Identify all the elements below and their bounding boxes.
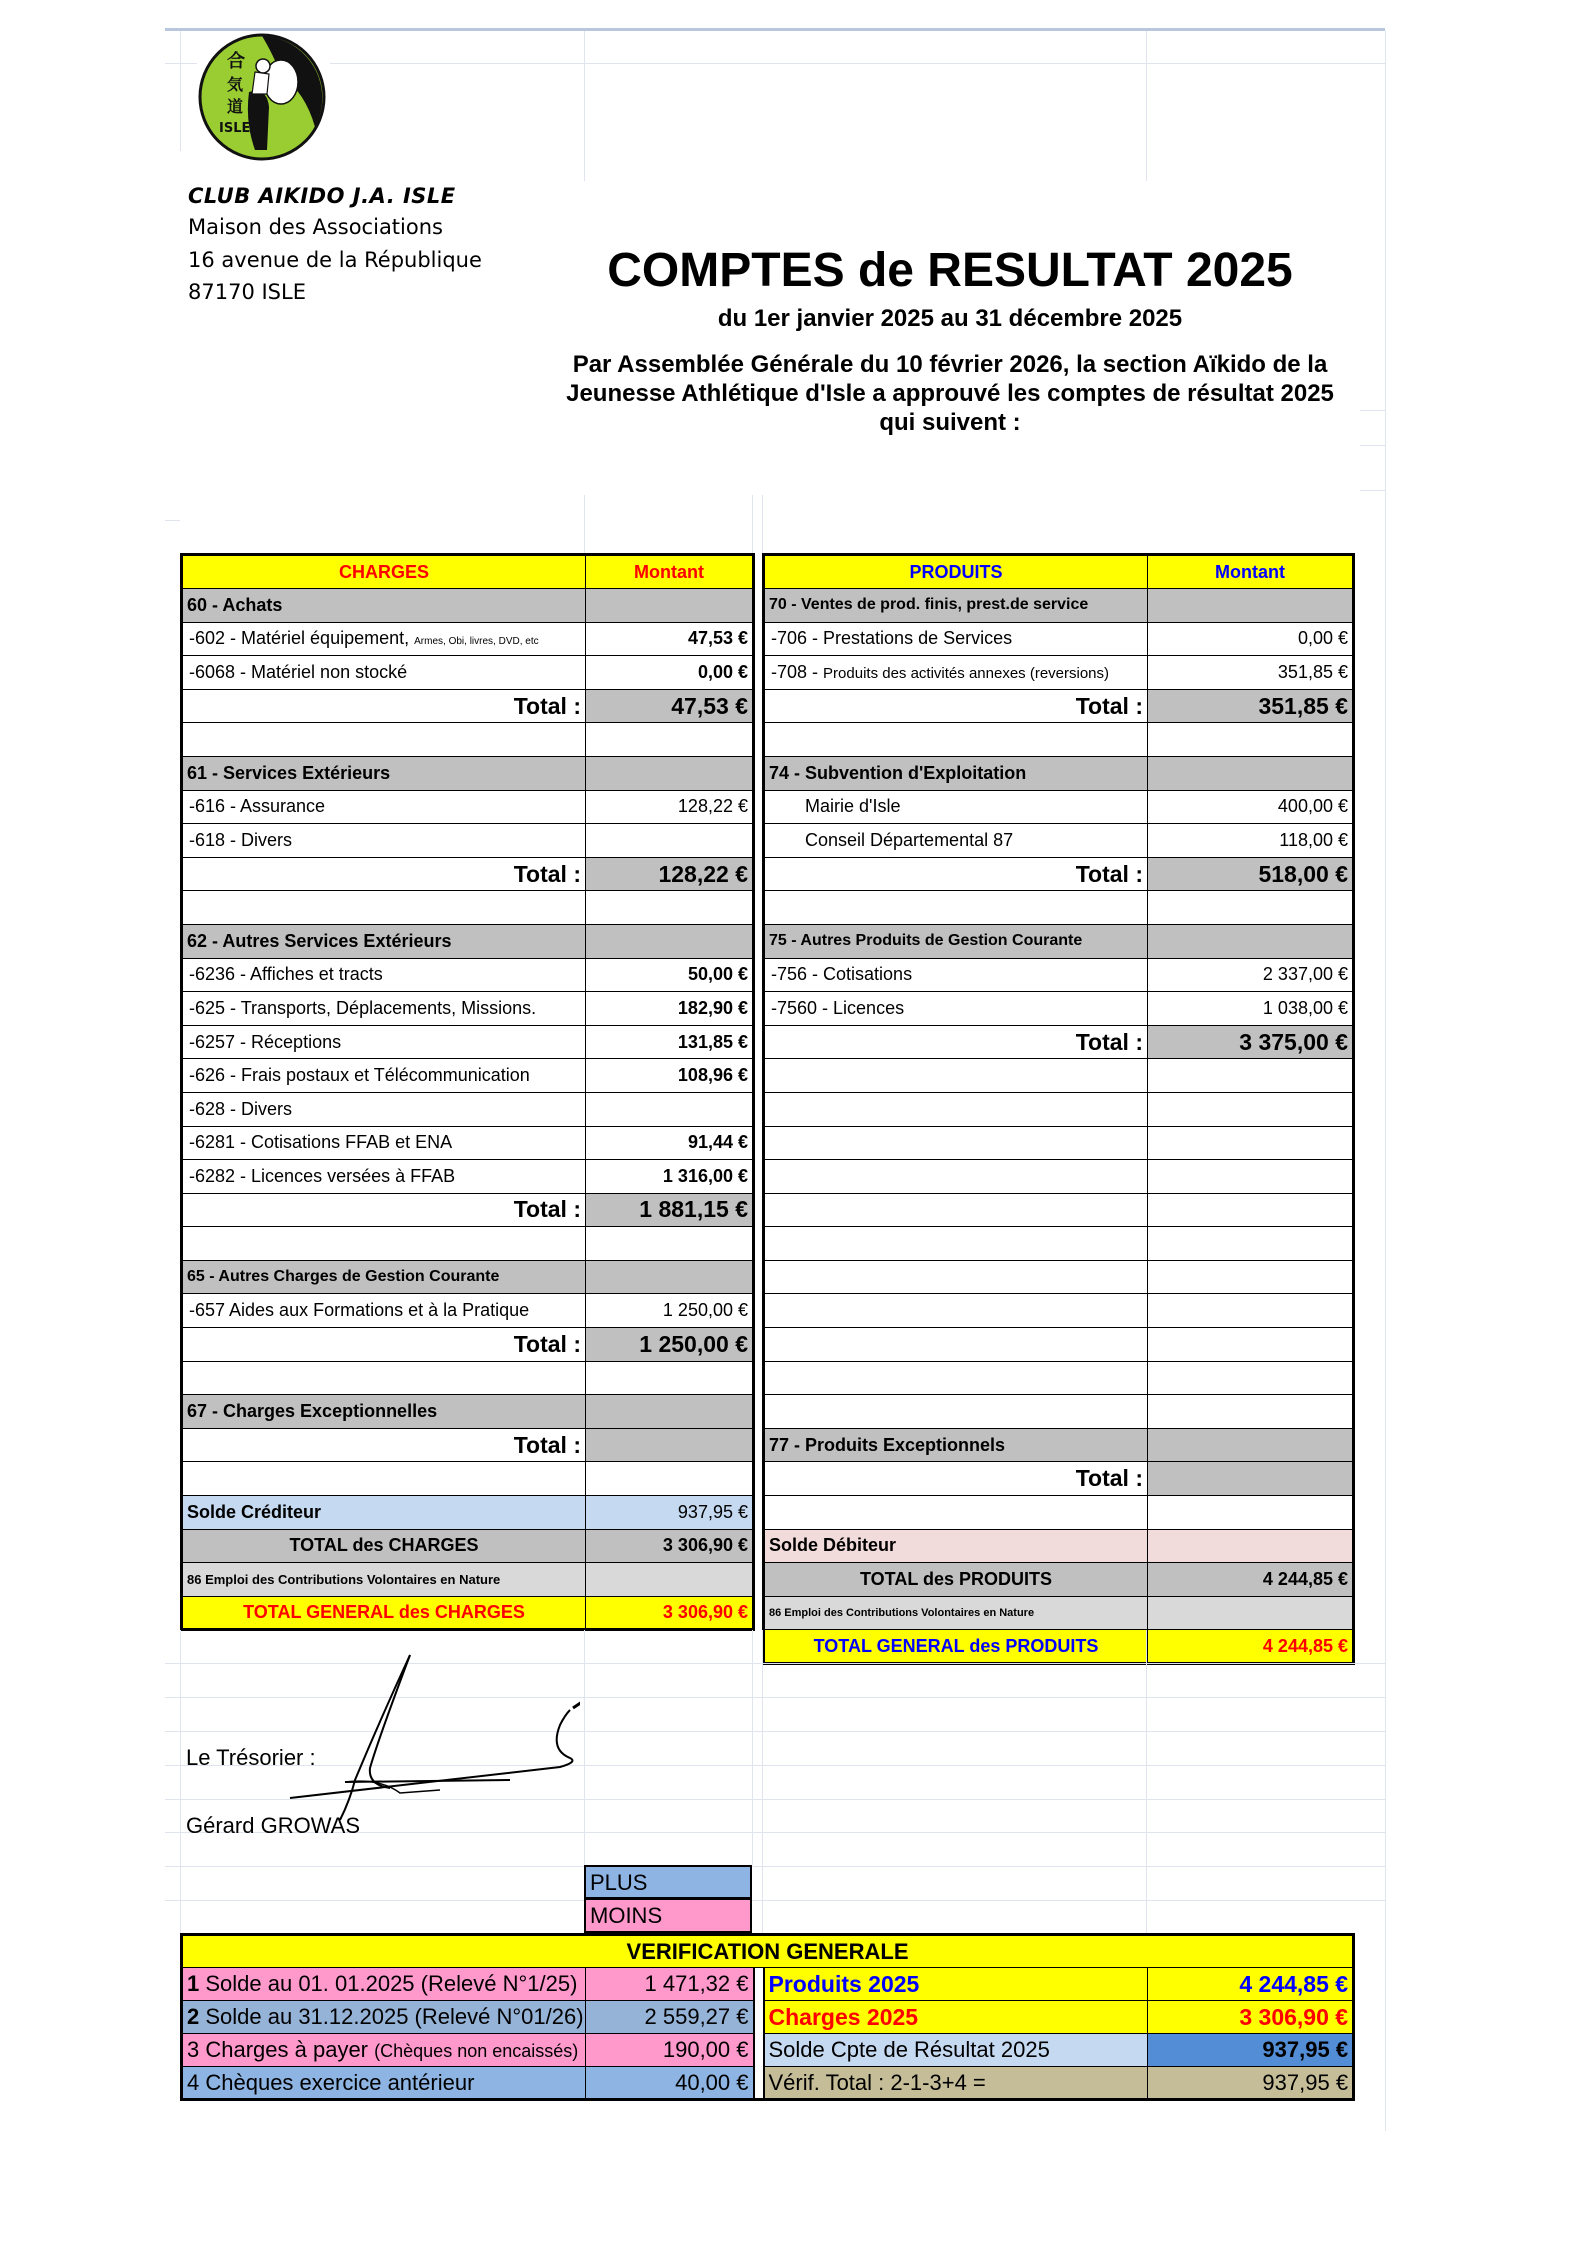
section-total-row (764, 857, 1354, 891)
verification-right-amount: 937,95 € (1148, 2034, 1354, 2067)
blank-cell (764, 723, 1148, 757)
page-title: COMPTES de RESULTAT 2025 (607, 244, 1293, 297)
solde-row (764, 1529, 1354, 1563)
line-item-label: -618 - Divers (182, 824, 586, 858)
line-item-label: Conseil Départemental 87 (764, 824, 1148, 858)
treasurer-name: Gérard GROWAS (186, 1813, 360, 1838)
svg-text:合: 合 (227, 51, 245, 72)
column-gap (754, 2034, 764, 2067)
line-item-row (182, 992, 754, 1026)
page-top-border (165, 28, 1385, 31)
line-item-amount: 118,00 € (1148, 824, 1354, 858)
empty-cell (1148, 1361, 1354, 1395)
row-label: Solde au 01. 01.2025 (Relevé N°1/25) (199, 1971, 578, 1996)
section-amount-cell (586, 756, 754, 790)
line-item-row (764, 622, 1354, 656)
grand-total-row (764, 1630, 1354, 1664)
blank-cell (586, 1361, 754, 1395)
empty-cell (764, 1260, 1148, 1294)
section-title: 70 - Ventes de prod. finis, prest.de service (764, 589, 1148, 623)
total-produits-amount: 4 244,85 € (1148, 1563, 1354, 1597)
empty-cell (1148, 1059, 1354, 1093)
column-gap (754, 2001, 764, 2034)
section-title: 67 - Charges Exceptionnelles (182, 1395, 586, 1429)
gridline (330, 63, 1385, 64)
line-item-amount: 1 316,00 € (586, 1160, 754, 1194)
verification-right-amount: 937,95 € (1148, 2067, 1354, 2100)
section-header-row (182, 589, 754, 623)
period-subtitle: du 1er janvier 2025 au 31 décembre 2025 (717, 305, 1183, 332)
intro-line: Par Assemblée Générale du 10 février 2026, la section Aïkido de la (572, 351, 1328, 378)
header-row (764, 555, 1354, 589)
produits-table (762, 553, 1355, 1665)
line-item-label: -6068 - Matériel non stocké (182, 656, 586, 690)
section-title: 75 - Autres Produits de Gestion Courante (764, 924, 1148, 958)
amount-header: Montant (1148, 555, 1354, 589)
blank-cell (586, 1462, 754, 1496)
gridline (762, 495, 763, 553)
empty-row (764, 1092, 1354, 1126)
line-item-amount: 108,96 € (586, 1059, 754, 1093)
row-note: (Chèques non encaissés) (374, 2041, 579, 2061)
empty-cell (1148, 1395, 1354, 1429)
line-item-amount: 131,85 € (586, 1025, 754, 1059)
section-header-row (764, 589, 1354, 623)
empty-cell (764, 1395, 1148, 1429)
section-header-row (182, 756, 754, 790)
total-row (182, 1529, 754, 1563)
legend-plus: PLUS (584, 1865, 752, 1899)
club-logo (197, 32, 327, 162)
verification-header-row (182, 1935, 1354, 1968)
line-item-row (182, 1294, 754, 1328)
cvn-amount (586, 1563, 754, 1597)
total-label: Total : (764, 1025, 1148, 1059)
empty-cell (764, 1193, 1148, 1227)
section-amount-cell (1148, 589, 1354, 623)
empty-cell (764, 1126, 1148, 1160)
legend-moins: MOINS (584, 1899, 752, 1933)
total-general-charges-amount: 3 306,90 € (586, 1596, 754, 1630)
blank-cell (182, 1227, 586, 1261)
gridline (762, 1630, 763, 1933)
section-total-row (182, 1193, 754, 1227)
total-general-produits-label: TOTAL GENERAL des PRODUITS (764, 1630, 1148, 1664)
empty-cell (1148, 1092, 1354, 1126)
total-label: Total : (182, 1328, 586, 1362)
section-title: 62 - Autres Services Extérieurs (182, 924, 586, 958)
line-item-amount: 182,90 € (586, 992, 754, 1026)
empty-cell (764, 1059, 1148, 1093)
empty-row (764, 1395, 1354, 1429)
line-item-amount: 50,00 € (586, 958, 754, 992)
section-amount-cell (586, 589, 754, 623)
empty-row (764, 1059, 1354, 1093)
line-item-row (764, 958, 1354, 992)
amount-header: Montant (586, 555, 754, 589)
empty-row (764, 1328, 1354, 1362)
verification-left-label (182, 2034, 586, 2067)
line-item-label: -6282 - Licences versées à FFAB (182, 1160, 586, 1194)
gridline (180, 1630, 181, 1933)
line-item-amount (586, 1092, 754, 1126)
solde-debiteur-label: Solde Débiteur (764, 1529, 1148, 1563)
verification-right-label: Produits 2025 (764, 1968, 1148, 2001)
total-row (764, 1563, 1354, 1597)
empty-cell (1148, 1328, 1354, 1362)
empty-cell (1148, 1227, 1354, 1261)
line-item-label: -626 - Frais postaux et Télécommunication (182, 1059, 586, 1093)
row-number: 3 (187, 2037, 200, 2062)
line-item-amount: 2 337,00 € (1148, 958, 1354, 992)
empty-cell (764, 1361, 1148, 1395)
line-item-row (182, 656, 754, 690)
gridline (1146, 31, 1147, 181)
line-item-label: -6236 - Affiches et tracts (182, 958, 586, 992)
section-header-row (182, 1395, 754, 1429)
line-item-row (182, 1126, 754, 1160)
total-label: Total : (764, 1462, 1148, 1496)
empty-row (764, 1126, 1354, 1160)
total-label: Total : (182, 857, 586, 891)
section-total-amount: 47,53 € (586, 689, 754, 723)
line-item-amount: 1 038,00 € (1148, 992, 1354, 1026)
verification-right-amount: 3 306,90 € (1148, 2001, 1354, 2034)
section-total-amount (586, 1428, 754, 1462)
section-total-row (182, 689, 754, 723)
empty-cell (1148, 1294, 1354, 1328)
total-label: Total : (182, 1428, 586, 1462)
section-header-row (764, 1428, 1354, 1462)
section-total-row (764, 1462, 1354, 1496)
line-item-label (182, 622, 586, 656)
line-item-label: -706 - Prestations de Services (764, 622, 1148, 656)
gridline (1146, 1630, 1147, 1933)
intro-line: qui suivent : (879, 409, 1021, 436)
line-item-row (764, 790, 1354, 824)
cvn-row (182, 1563, 754, 1597)
line-item-amount: 0,00 € (1148, 622, 1354, 656)
line-item-label: -628 - Divers (182, 1092, 586, 1126)
verification-left-label (182, 2001, 586, 2034)
line-item-amount: 351,85 € (1148, 656, 1354, 690)
section-total-amount: 1 250,00 € (586, 1328, 754, 1362)
cvn-label: 86 Emploi des Contributions Volontaires en Nature (764, 1596, 1148, 1630)
line-item-amount: 47,53 € (586, 622, 754, 656)
solde-row (182, 1496, 754, 1530)
total-charges-label: TOTAL des CHARGES (182, 1529, 586, 1563)
blank-cell (182, 891, 586, 925)
section-total-amount: 3 375,00 € (1148, 1025, 1354, 1059)
verification-title: VERIFICATION GENERALE (182, 1935, 1354, 1968)
section-total-amount: 1 881,15 € (586, 1193, 754, 1227)
treasurer-label: Le Trésorier : (186, 1745, 316, 1770)
blank-cell (586, 723, 754, 757)
line-item-amount: 0,00 € (586, 656, 754, 690)
empty-row (764, 1160, 1354, 1194)
empty-cell (764, 1328, 1148, 1362)
cvn-amount (1148, 1596, 1354, 1630)
line-item-row (764, 992, 1354, 1026)
address-line: Maison des Associations (188, 215, 443, 239)
verification-left-label (182, 1968, 586, 2001)
line-item-row (182, 622, 754, 656)
verification-right-label: Charges 2025 (764, 2001, 1148, 2034)
blank-cell (586, 1227, 754, 1261)
verification-row (182, 1968, 1354, 2001)
line-item-label: -756 - Cotisations (764, 958, 1148, 992)
total-charges-amount: 3 306,90 € (586, 1529, 754, 1563)
section-amount-cell (1148, 1428, 1354, 1462)
charges-table (180, 553, 755, 1631)
verification-right-label: Vérif. Total : 2-1-3+4 = (764, 2067, 1148, 2100)
line-item-row (764, 824, 1354, 858)
gridline (165, 520, 180, 521)
empty-cell (1148, 1160, 1354, 1194)
line-item-row (182, 1092, 754, 1126)
charges-header: CHARGES (182, 555, 586, 589)
verification-left-amount: 2 559,27 € (586, 2001, 754, 2034)
gridline (1360, 445, 1385, 446)
blank-row (182, 1361, 754, 1395)
signature-image (260, 1650, 580, 1830)
section-total-amount: 518,00 € (1148, 857, 1354, 891)
intro-line: Jeunesse Athlétique d'Isle a approuvé les comptes de résultat 2025 (566, 380, 1334, 407)
section-amount-cell (1148, 924, 1354, 958)
section-title: 77 - Produits Exceptionnels (764, 1428, 1148, 1462)
address-line: 87170 ISLE (188, 280, 306, 304)
blank-cell (764, 1496, 1148, 1530)
line-item-amount (586, 824, 754, 858)
empty-row (764, 1294, 1354, 1328)
section-title: 65 - Autres Charges de Gestion Courante (182, 1260, 586, 1294)
section-total-amount: 351,85 € (1148, 689, 1354, 723)
line-item-label (764, 656, 1148, 690)
blank-row (182, 1462, 754, 1496)
section-total-row (182, 1428, 754, 1462)
gridline (165, 1866, 1385, 1867)
column-gap (754, 1968, 764, 2001)
section-amount-cell (586, 1395, 754, 1429)
section-amount-cell (586, 924, 754, 958)
total-label: Total : (764, 857, 1148, 891)
empty-cell (1148, 1193, 1354, 1227)
line-item-row (182, 958, 754, 992)
empty-cell (764, 1092, 1148, 1126)
verification-right-amount: 4 244,85 € (1148, 1968, 1354, 2001)
produits-header: PRODUITS (764, 555, 1148, 589)
verification-right-label: Solde Cpte de Résultat 2025 (764, 2034, 1148, 2067)
blank-cell (764, 891, 1148, 925)
gridline (1360, 490, 1385, 491)
account-label: -602 - Matériel équipement, (189, 628, 410, 649)
empty-cell (764, 1294, 1148, 1328)
gridline (165, 1900, 1385, 1901)
verification-left-label (182, 2067, 586, 2100)
column-gap (754, 2067, 764, 2100)
row-number: 4 (187, 2069, 200, 2095)
verification-left-amount: 190,00 € (586, 2034, 754, 2067)
row-number: 2 (187, 2004, 200, 2029)
empty-cell (1148, 1260, 1354, 1294)
line-item-row (182, 1059, 754, 1093)
blank-row (764, 1496, 1354, 1530)
blank-cell (182, 1462, 586, 1496)
gridline (584, 31, 585, 181)
section-total-row (182, 857, 754, 891)
line-item-row (182, 790, 754, 824)
section-total-row (764, 1025, 1354, 1059)
line-item-amount: 128,22 € (586, 790, 754, 824)
section-total-amount (1148, 1462, 1354, 1496)
account-label: -708 - (771, 661, 819, 682)
section-header-row (764, 756, 1354, 790)
line-item-label: -6281 - Cotisations FFAB et ENA (182, 1126, 586, 1160)
empty-row (764, 1260, 1354, 1294)
blank-cell (1148, 723, 1354, 757)
gridline (1385, 31, 1386, 2131)
line-item-row (182, 824, 754, 858)
section-header-row (182, 1260, 754, 1294)
cvn-row (764, 1596, 1354, 1630)
line-item-row (182, 1160, 754, 1194)
row-label: Solde au 31.12.2025 (Relevé N°01/26) (199, 2004, 584, 2029)
account-note: Armes, Obi, livres, DVD, etc (414, 636, 539, 648)
empty-row (764, 1361, 1354, 1395)
empty-row (764, 1193, 1354, 1227)
line-item-label: -616 - Assurance (182, 790, 586, 824)
section-title: 60 - Achats (182, 589, 586, 623)
section-total-amount: 128,22 € (586, 857, 754, 891)
verification-table (180, 1933, 1355, 2101)
section-header-row (764, 924, 1354, 958)
svg-text:道: 道 (227, 97, 244, 116)
line-item-row (182, 1025, 754, 1059)
line-item-label: Mairie d'Isle (764, 790, 1148, 824)
blank-row (182, 891, 754, 925)
blank-cell (182, 723, 586, 757)
line-item-amount: 1 250,00 € (586, 1294, 754, 1328)
blank-row (764, 723, 1354, 757)
svg-text:気: 気 (227, 75, 244, 94)
blank-row (182, 723, 754, 757)
solde-crediteur-amount: 937,95 € (586, 1496, 754, 1530)
total-label: Total : (182, 1193, 586, 1227)
section-amount-cell (1148, 756, 1354, 790)
section-total-row (764, 689, 1354, 723)
account-note: Produits des activités annexes (reversions) (823, 664, 1110, 682)
blank-row (182, 1227, 754, 1261)
line-item-label: -7560 - Licences (764, 992, 1148, 1026)
section-title: 61 - Services Extérieurs (182, 756, 586, 790)
empty-row (764, 1227, 1354, 1261)
section-amount-cell (586, 1260, 754, 1294)
section-title: 74 - Subvention d'Exploitation (764, 756, 1148, 790)
grand-total-row (182, 1596, 754, 1630)
cvn-label: 86 Emploi des Contributions Volontaires en Nature (182, 1563, 586, 1597)
line-item-label: -625 - Transports, Déplacements, Missions. (182, 992, 586, 1026)
section-total-row (182, 1328, 754, 1362)
empty-cell (764, 1227, 1148, 1261)
solde-crediteur-label: Solde Créditeur (182, 1496, 586, 1530)
gridline (584, 495, 585, 553)
header-row (182, 555, 754, 589)
line-item-amount: 91,44 € (586, 1126, 754, 1160)
total-label: Total : (764, 689, 1148, 723)
line-item-label: -657 Aides aux Formations et à la Pratique (182, 1294, 586, 1328)
total-produits-label: TOTAL des PRODUITS (764, 1563, 1148, 1597)
verification-row (182, 2034, 1354, 2067)
section-header-row (182, 924, 754, 958)
verification-row (182, 2001, 1354, 2034)
gridline (752, 1630, 753, 1865)
empty-cell (1148, 1126, 1354, 1160)
gridline (584, 1630, 585, 1865)
verification-row (182, 2067, 1354, 2100)
blank-row (764, 891, 1354, 925)
blank-cell (182, 1361, 586, 1395)
club-name: CLUB AIKIDO J.A. ISLE (188, 184, 456, 208)
gridline (180, 31, 181, 151)
row-label: Chèques exercice antérieur (199, 2069, 475, 2095)
intro-text (520, 350, 1380, 437)
empty-cell (764, 1160, 1148, 1194)
blank-cell (1148, 1496, 1354, 1530)
solde-debiteur-amount (1148, 1529, 1354, 1563)
line-item-row (764, 656, 1354, 690)
address-line: 16 avenue de la République (188, 248, 482, 272)
gridline (165, 63, 197, 64)
line-item-label: -6257 - Réceptions (182, 1025, 586, 1059)
line-item-amount: 400,00 € (1148, 790, 1354, 824)
total-general-produits-amount: 4 244,85 € (1148, 1630, 1354, 1664)
total-label: Total : (182, 689, 586, 723)
verification-left-amount: 1 471,32 € (586, 1968, 754, 2001)
logo-text: ISLE (219, 121, 251, 136)
row-label: Charges à payer (199, 2037, 369, 2062)
blank-cell (586, 891, 754, 925)
gridline (752, 495, 753, 553)
total-general-charges-label: TOTAL GENERAL des CHARGES (182, 1596, 586, 1630)
row-number: 1 (187, 1971, 200, 1996)
verification-left-amount: 40,00 € (586, 2067, 754, 2100)
blank-cell (1148, 891, 1354, 925)
